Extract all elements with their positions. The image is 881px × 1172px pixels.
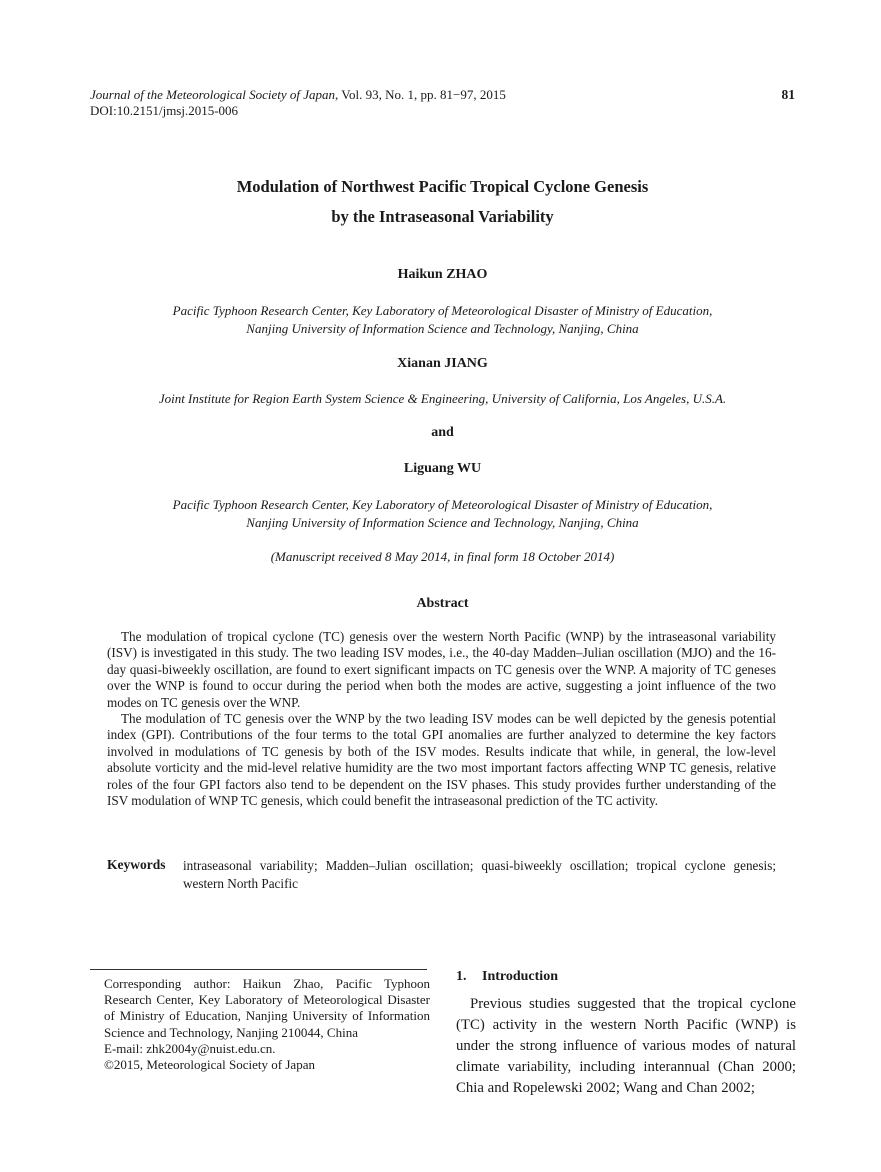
doi: DOI:10.2151/jmsj.2015-006 — [90, 103, 239, 118]
email-address: E-mail: zhk2004y@nuist.edu.cn. — [104, 1040, 276, 1056]
title-line-2: by the Intraseasonal Variability — [331, 207, 554, 226]
author-affiliation — [90, 390, 795, 408]
author-name: Haikun ZHAO — [397, 267, 488, 282]
journal-name: Journal of the Meteorological Society of Japan — [90, 87, 336, 102]
affiliation-line: Nanjing University of Information Science and Technology, Nanjing, China — [246, 515, 639, 530]
keywords-text: intraseasonal variability; Madden–Julian oscillation; quasi-biweekly oscillation; tropical cyclone genesis; western North Pacific — [183, 858, 776, 891]
running-header — [90, 87, 795, 119]
section-title: Introduction — [482, 969, 558, 984]
paper-title — [90, 172, 795, 232]
and-separator: and — [431, 425, 454, 440]
journal-citation — [90, 87, 795, 103]
footnote — [104, 976, 430, 1073]
section-heading — [456, 969, 558, 985]
author-name: Xianan JIANG — [397, 356, 488, 371]
author-affiliation — [90, 496, 795, 532]
footnote-divider — [90, 969, 427, 970]
introduction-body — [456, 994, 796, 1099]
affiliation-line: Nanjing University of Information Science and Technology, Nanjing, China — [246, 321, 639, 336]
page-number: 81 — [781, 87, 795, 102]
author-affiliation — [90, 302, 795, 338]
author-name: Liguang WU — [403, 461, 482, 476]
affiliation-line: Pacific Typhoon Research Center, Key Laboratory of Meteorological Disaster of Ministry of Education, — [172, 497, 713, 512]
volume-info: , Vol. 93, No. 1, pp. 81−97, 2015 — [335, 87, 506, 102]
affiliation-line: Pacific Typhoon Research Center, Key Laboratory of Meteorological Disaster of Ministry of Education, — [172, 303, 713, 318]
title-line-1: Modulation of Northwest Pacific Tropical Cyclone Genesis — [236, 177, 649, 196]
keywords-label: Keywords — [107, 857, 166, 872]
abstract-paragraph: The modulation of TC genesis over the WNP by the two leading ISV modes can be well depicted by the genesis potential index (GPI). Contributions of the four terms to the total GPI anomalies are further analyzed to determine the key factors involved in modulations of TC genesis by both of the ISV modes. Results indicate that while, in general, the low-level absolute vorticity and the mid-level relative humidity are the two most important factors affecting WNP TC genesis, relative roles of the four GPI factors also tend to be dependent on the ISV phases. This study provides further understanding of the ISV modulation of WNP TC genesis, which could benefit the intraseasonal prediction of the TC activity. — [107, 711, 776, 809]
corresponding-author: Corresponding author: Haikun Zhao, Pacific Typhoon Research Center, Key Laboratory of Meteorological Disaster of Ministry of Education, Nanjing University of Information Science and Technology, Nanjing 210044, China — [104, 976, 430, 1040]
copyright: ©2015, Meteorological Society of Japan — [104, 1057, 315, 1073]
affiliation-line: Joint Institute for Region Earth System Science & Engineering, University of California, Los Angeles, U.S.A. — [158, 391, 727, 406]
abstract-body — [107, 629, 776, 809]
body-paragraph: Previous studies suggested that the tropical cyclone (TC) activity in the western North Pacific (WNP) is under the strong influence of various modes of natural climate variability, including interannual (Chan 2000; Chia and Ropelewski 2002; Wang and Chan 2002; — [456, 996, 796, 1096]
abstract-paragraph: The modulation of tropical cyclone (TC) genesis over the western North Pacific (WNP) by the intraseasonal variability (ISV) is investigated in this study. The two leading ISV modes, i.e., the 40-day Madden–Julian oscillation (MJO) and the 16-day quasi-biweekly oscillation, are found to exert significant impacts on TC genesis over the WNP. A majority of TC geneses over the WNP is found to occur during the period when both the modes are active, suggesting a joint influence of the two modes on TC genesis over the WNP. — [107, 629, 776, 710]
section-number: 1. — [456, 969, 467, 984]
abstract-heading: Abstract — [416, 596, 469, 611]
manuscript-note: (Manuscript received 8 May 2014, in final form 18 October 2014) — [270, 549, 615, 564]
